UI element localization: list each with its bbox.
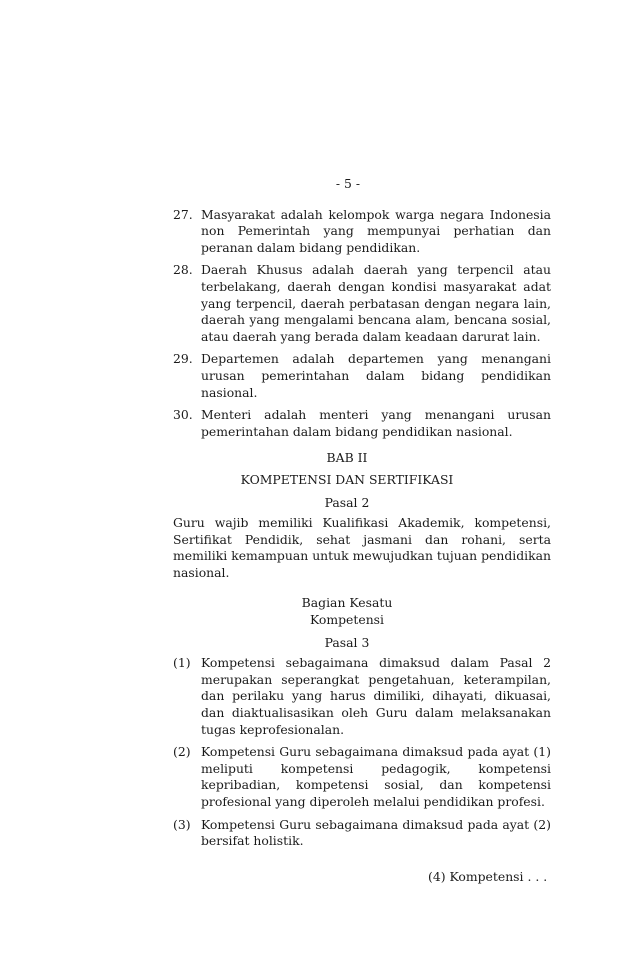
list-item: [173, 262, 551, 345]
item-text: Menteri adalah menteri yang menangani urusan pemerintahan dalam bidang pendidikan nasional.: [201, 407, 551, 439]
catchword: (4) Kompetensi . . .: [428, 869, 548, 884]
item-number: 29.: [173, 351, 193, 367]
chapter-title: KOMPETENSI DAN SERTIFIKASI: [240, 471, 454, 487]
section-title: Kompetensi: [309, 612, 384, 628]
chapter-label: BAB II: [326, 450, 368, 466]
item-number: 30.: [173, 407, 193, 423]
item-number: 28.: [173, 262, 193, 278]
item-text: Kompetensi Guru sebagaimana dimaksud pada ayat (1) meliputi kompetensi pedagogik, kompetensi kepribadian, kompetensi sosial, dan kompetensi profesional yang diperoleh melalui pendidikan profesi.: [201, 744, 551, 809]
article-2-label: Pasal 2: [324, 494, 370, 510]
item-number: 27.: [173, 206, 193, 222]
item-number: (3): [173, 816, 191, 832]
list-item: [173, 351, 551, 401]
item-number: (2): [173, 744, 191, 760]
list-item: [173, 817, 551, 850]
list-item: [173, 744, 551, 810]
definitions-list: [173, 207, 551, 441]
article-3-list: [173, 655, 551, 850]
list-item: [173, 407, 551, 440]
item-text: Departemen adalah departemen yang menangani urusan pemerintahan dalam bidang pendidikan nasional.: [201, 351, 551, 400]
page-content: [173, 176, 551, 856]
item-text: Kompetensi Guru sebagaimana dimaksud pada ayat (2) bersifat holistik.: [201, 816, 551, 849]
item-text: Kompetensi sebagaimana dimaksud dalam Pasal 2 merupakan seperangkat pengetahuan, keterampilan, dan perilaku yang harus dimiliki, dihayati, dikuasai, dan diaktualisasikan oleh Guru dalam melaksanakan tugas keprofesionalan.: [201, 655, 551, 737]
page-number: - 5 -: [335, 176, 361, 191]
item-text: Masyarakat adalah kelompok warga negara Indonesia non Pemerintah yang mempunyai perhatian dan peranan dalam bidang pendidikan.: [201, 206, 551, 255]
item-text: Daerah Khusus adalah daerah yang terpencil atau terbelakang, daerah dengan kondisi masyarakat adat yang terpencil, daerah perbatasan dengan negara lain, daerah yang mengalami bencana alam, bencana sosial, atau daerah yang berada dalam keadaan darurat lain.: [201, 262, 551, 344]
article-2-text: Guru wajib memiliki Kualifikasi Akademik, kompetensi, Sertifikat Pendidik, sehat jasmani dan rohani, serta memiliki kemampuan untuk mewujudkan tujuan pendidikan nasional.: [173, 515, 551, 580]
section-label: Bagian Kesatu: [301, 595, 393, 611]
list-item: [173, 655, 551, 738]
item-number: (1): [173, 655, 191, 671]
article-3-label: Pasal 3: [324, 634, 370, 650]
list-item: [173, 207, 551, 257]
